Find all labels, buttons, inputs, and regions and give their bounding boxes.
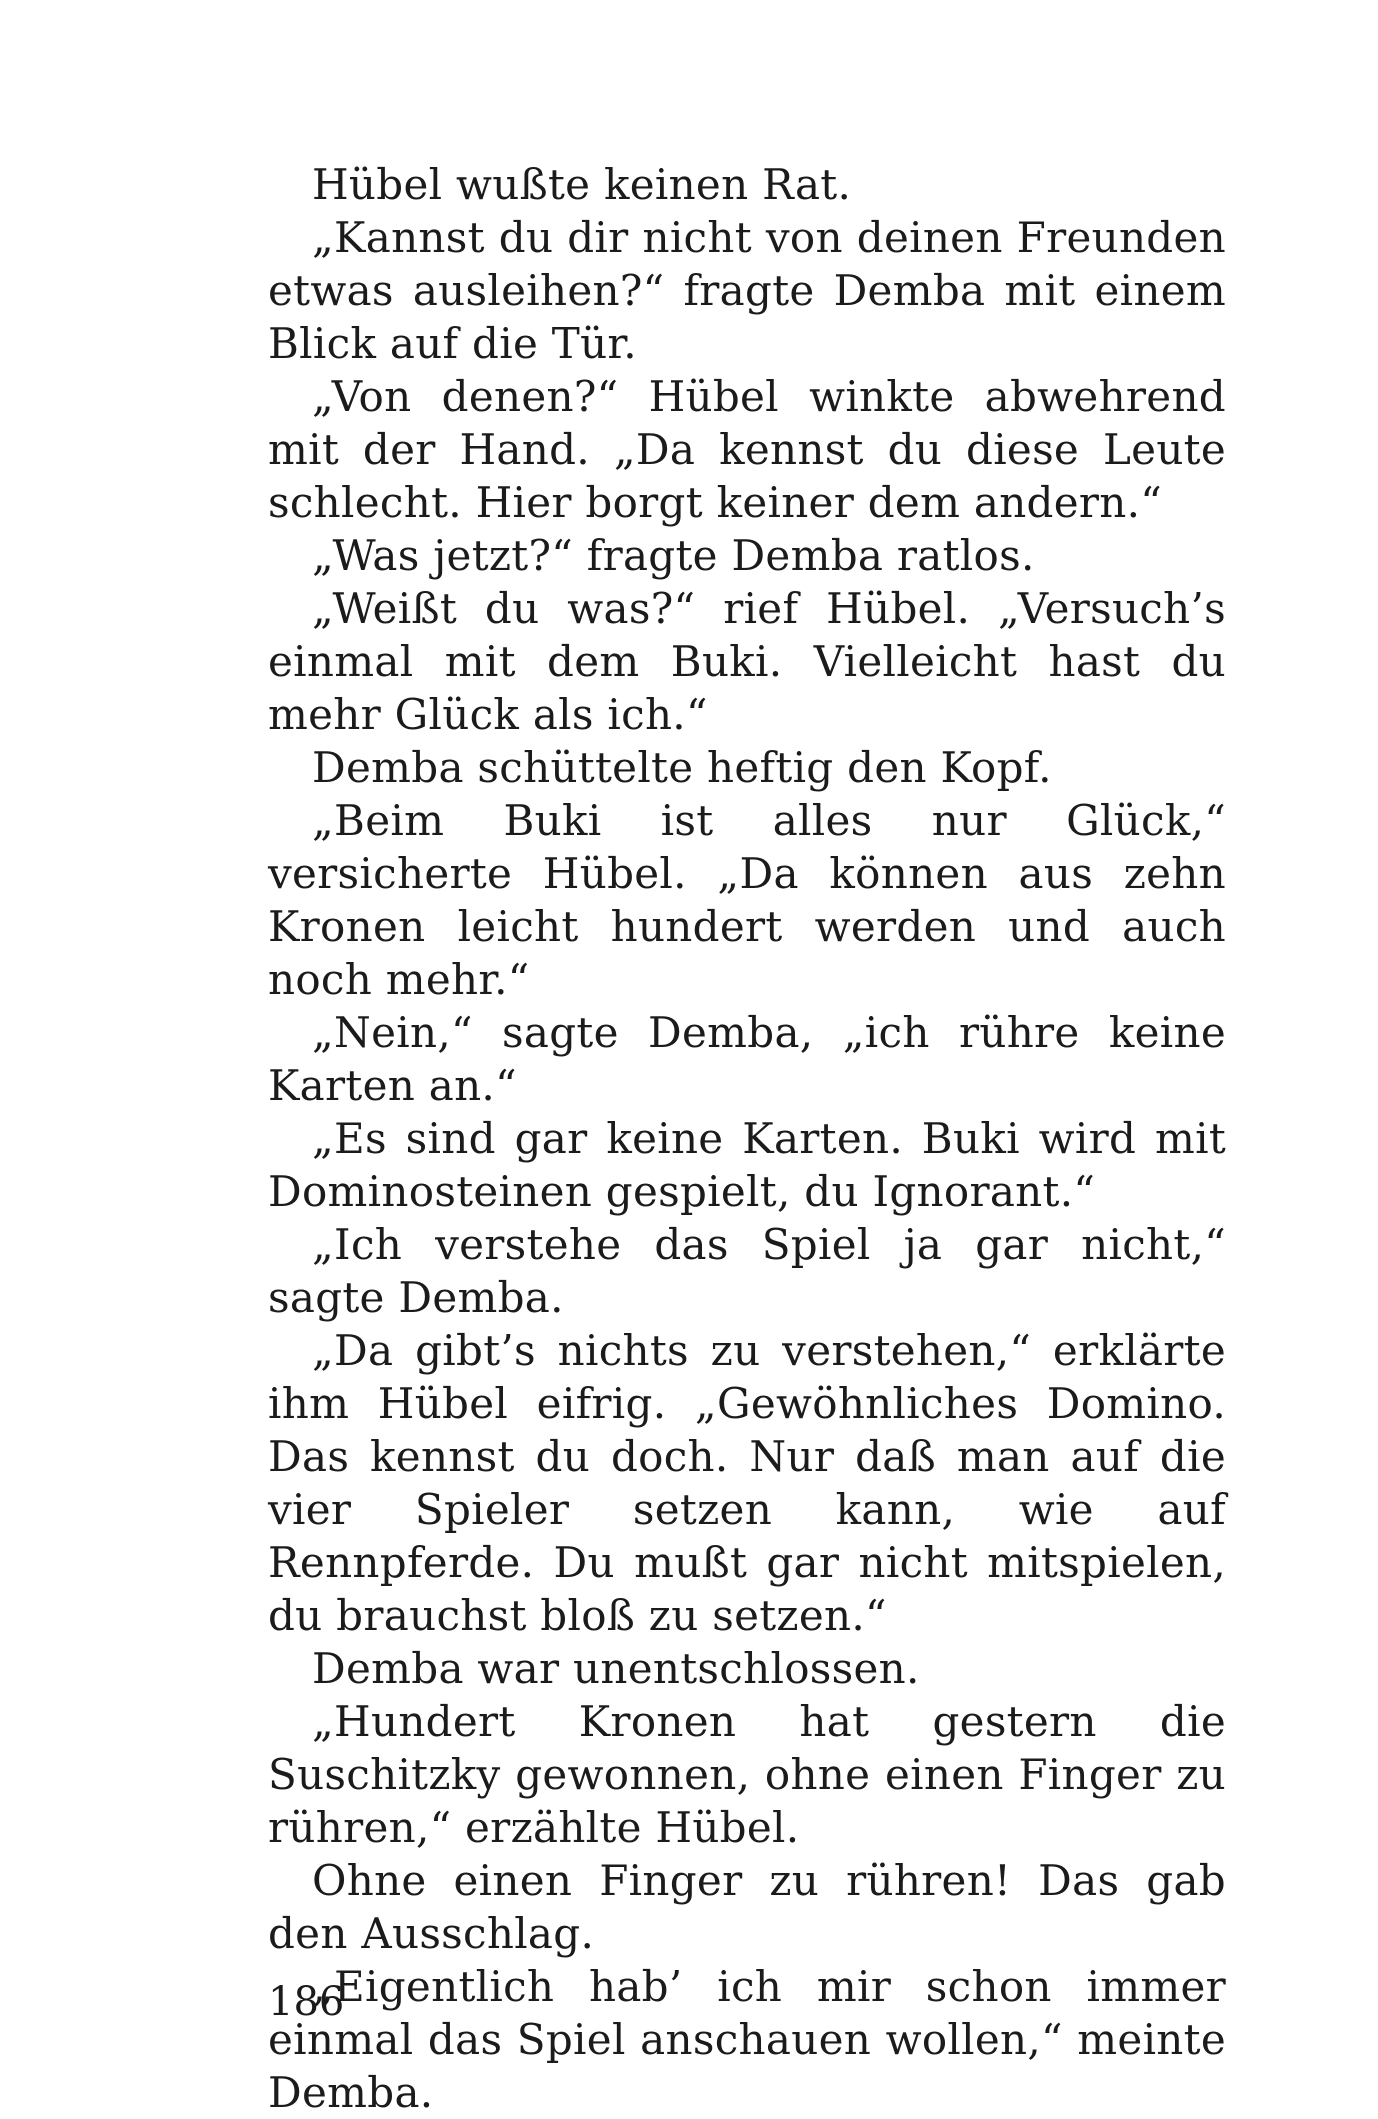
paragraph: Demba schüttelte heftig den Kopf. [312, 743, 1052, 792]
paragraph: Ohne einen Finger zu rühren! Das gab den Ausschlag. [268, 1856, 1226, 1958]
paragraph: „Von denen?“ Hübel winkte abwehrend mit der Hand. „Da kennst du diese Leute schlecht. Hier borgt keiner dem andern.“ [268, 372, 1226, 527]
paragraph: „Hundert Kronen hat gestern die Suschitzky gewonnen, ohne einen Finger zu rühren,“ erzählte Hübel. [268, 1697, 1226, 1852]
paragraph: „Da gibt’s nichts zu verstehen,“ erklärte ihm Hübel eifrig. „Gewöhnliches Domino. Das kennst du doch. Nur daß man auf die vier Spieler setzen kann, wie auf Rennpferde. Du mußt gar nicht mitspielen, du brauchst bloß zu setzen.“ [268, 1326, 1226, 1640]
paragraph: „Nein,“ sagte Demba, „ich rühre keine Karten an.“ [268, 1008, 1226, 1110]
paragraph: „Es sind gar keine Karten. Buki wird mit Dominosteinen gespielt, du Ignorant.“ [268, 1114, 1226, 1216]
paragraph: „Beim Buki ist alles nur Glück,“ versicherte Hübel. „Da können aus zehn Kronen leicht hundert werden und auch noch mehr.“ [268, 796, 1226, 1004]
paragraph: „Weißt du was?“ rief Hübel. „Versuch’s einmal mit dem Buki. Vielleicht hast du mehr Glück als ich.“ [268, 584, 1226, 739]
paragraph: „Was jetzt?“ fragte Demba ratlos. [312, 531, 1035, 580]
paragraph: Hübel wußte keinen Rat. [312, 160, 852, 209]
paragraph: „Ich verstehe das Spiel ja gar nicht,“ sagte Demba. [268, 1220, 1226, 1322]
page-body [268, 158, 1226, 2119]
paragraph: Demba war unentschlossen. [312, 1644, 920, 1693]
page-number: 186 [268, 1979, 345, 2025]
paragraph: „Eigentlich hab’ ich mir schon immer einmal das Spiel anschauen wollen,“ meinte Demba. [268, 1962, 1226, 2117]
paragraph: „Kannst du dir nicht von deinen Freunden etwas ausleihen?“ fragte Demba mit einem Blick auf die Tür. [268, 213, 1226, 368]
